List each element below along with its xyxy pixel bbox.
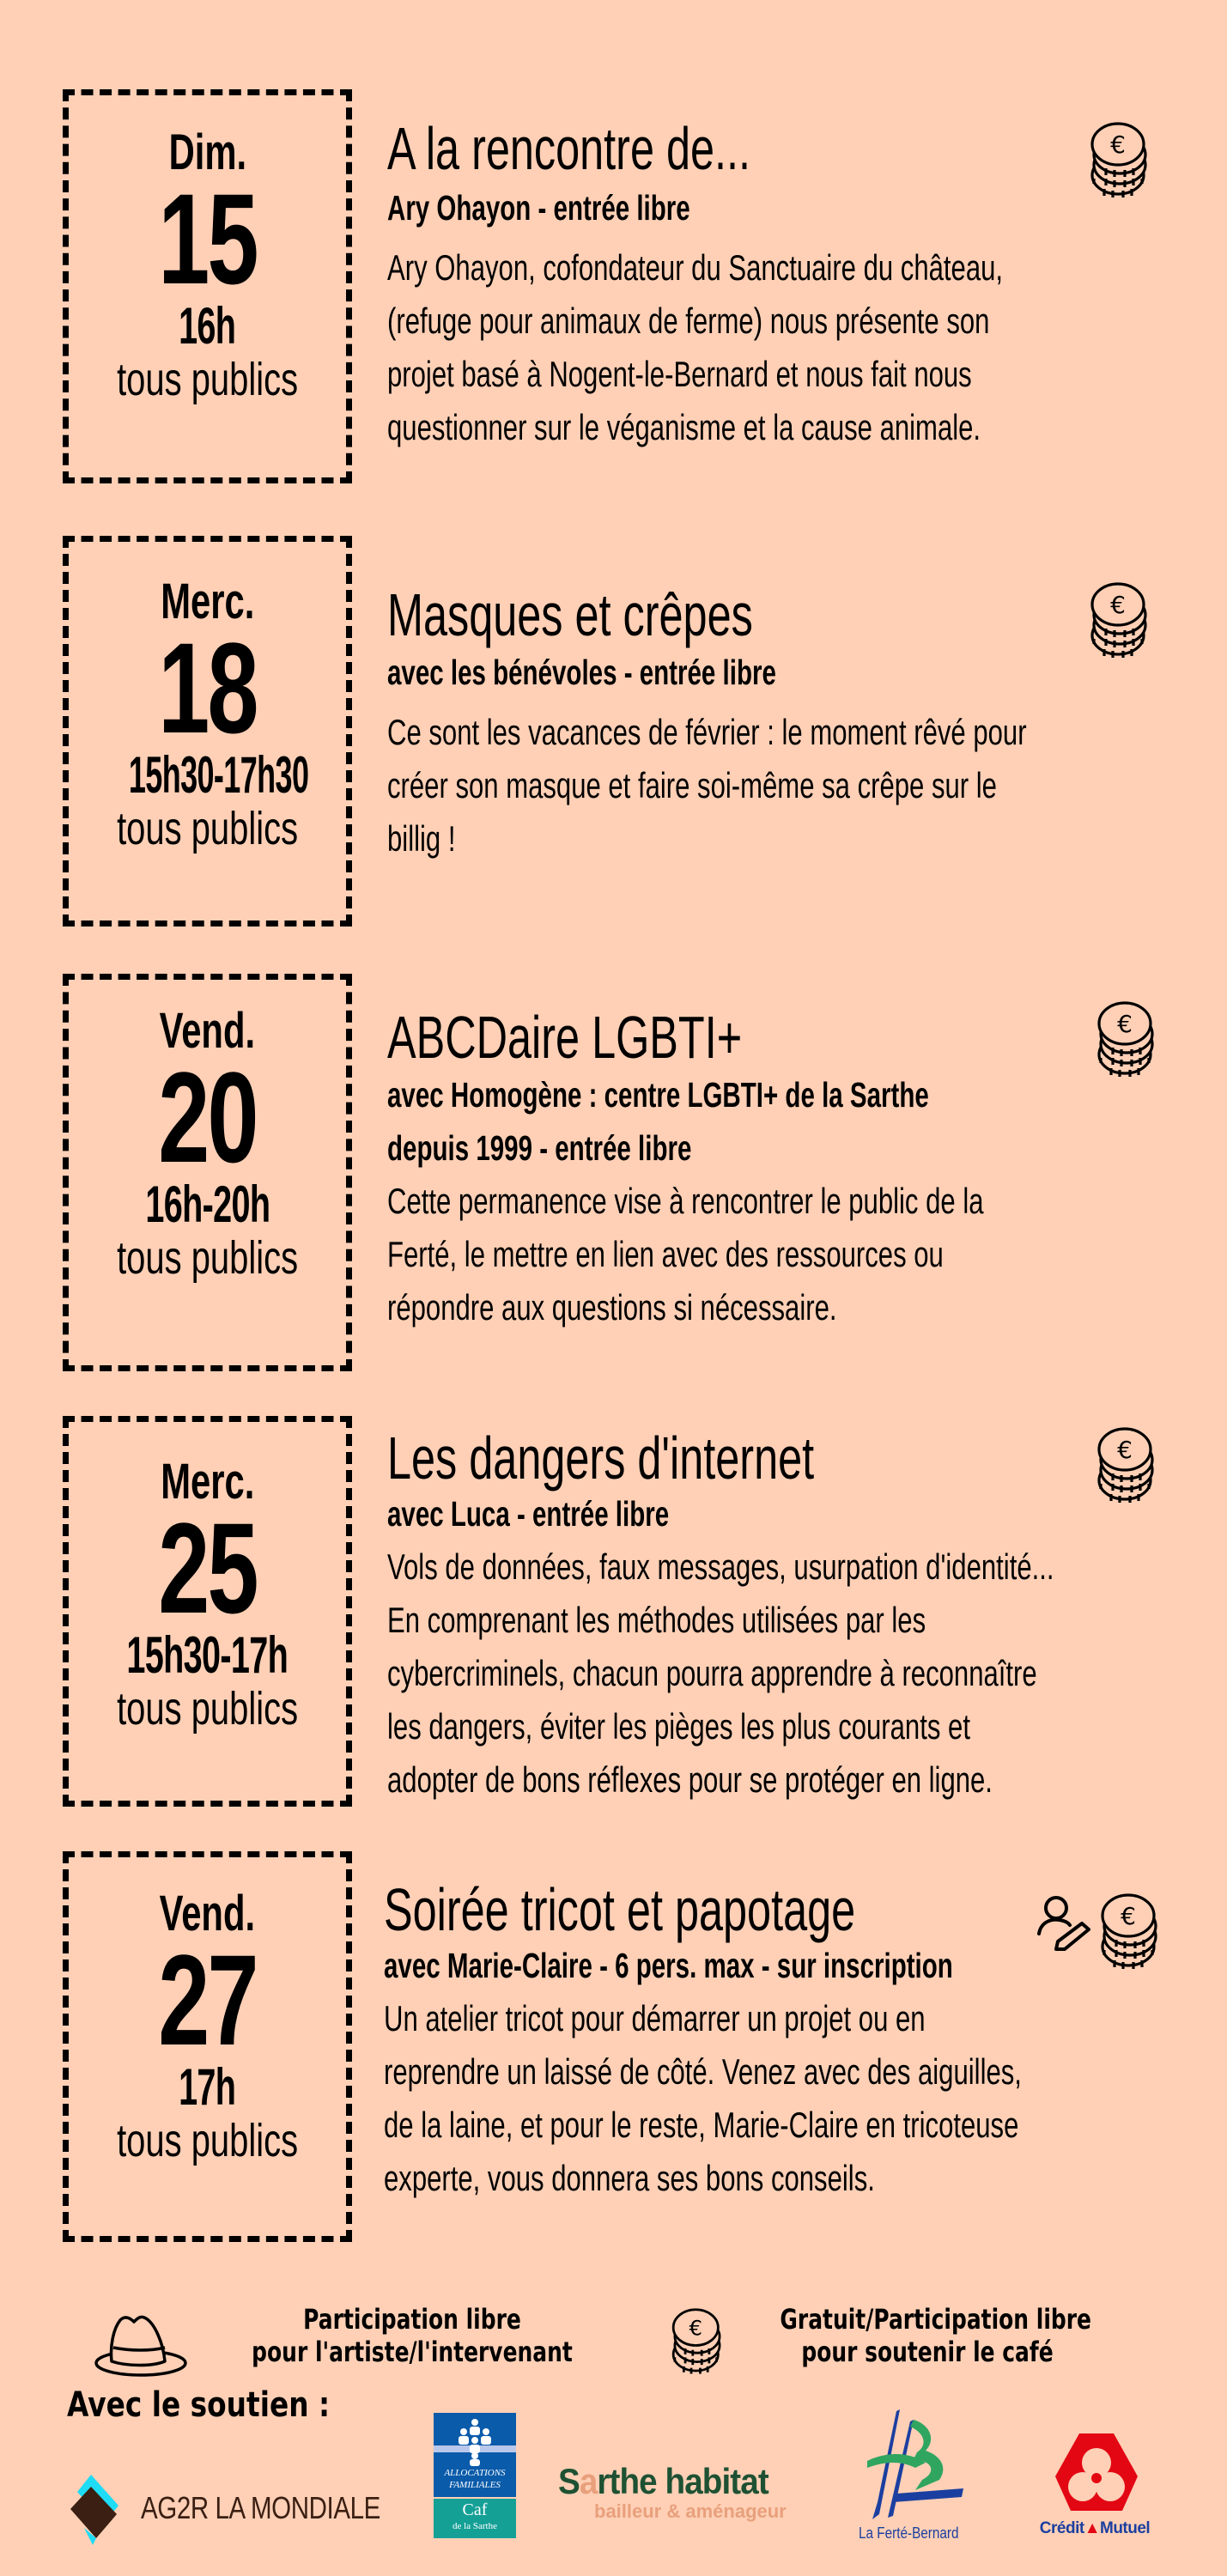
ferte-mark-icon	[862, 2408, 965, 2521]
credit-mutuel-small-mark-icon: ▲	[1084, 2519, 1100, 2537]
description-line: Vols de données, faux messages, usurpation d'identité...	[387, 1546, 1054, 1587]
description-line: reprendre un laissé de côté. Venez avec des aiguilles,	[384, 2051, 1022, 2092]
event-description	[387, 706, 1200, 866]
description-line: créer son masque et faire soi-même sa crêpe sur le	[387, 765, 997, 805]
event-date: 18	[158, 616, 257, 760]
date-box	[63, 1416, 352, 1807]
event-subtitle: avec Luca - entrée libre	[387, 1494, 670, 1534]
date-box	[63, 536, 352, 927]
event-description	[384, 1992, 1197, 2205]
event-date: 27	[158, 1928, 257, 2072]
description-line: les dangers, éviter les pièges les plus courants et	[387, 1706, 970, 1747]
event-description	[387, 1175, 1200, 1334]
legend	[0, 2284, 1227, 2379]
ag2r-logo: AG2R LA MONDIALE	[67, 2471, 393, 2549]
event-date: 15	[158, 167, 257, 311]
description-line: cybercriminels, chacun pourra apprendre à reconnaître	[387, 1653, 1037, 1693]
event-time: 17h	[179, 2058, 236, 2116]
date-box	[63, 974, 352, 1371]
description-line: (refuge pour animaux de ferme) nous présente son	[387, 301, 990, 341]
event-day: Vend.	[159, 1003, 256, 1059]
coins-euro-icon	[1096, 1427, 1157, 1506]
sarthe-habitat-logo: Sarthe habitat bailleur & aménageur	[558, 2461, 787, 2522]
event-day: Vend.	[159, 1886, 256, 1941]
hat-icon	[93, 2312, 189, 2379]
event-day: Merc.	[160, 574, 255, 629]
caf-figures-icon	[456, 2418, 494, 2466]
coins-euro-icon	[1089, 582, 1151, 661]
event-subtitle: avec Marie-Claire - 6 pers. max - sur inscription	[384, 1946, 953, 1985]
date-box	[63, 89, 352, 483]
ag2r-mark-icon	[67, 2471, 129, 2549]
event-subtitle: Ary Ohayon - entrée libre	[387, 188, 690, 228]
event-description	[387, 241, 1200, 454]
event-audience: tous publics	[116, 354, 299, 405]
event-subtitle: avec Homogène : centre LGBTI+ de la Sarthe	[387, 1075, 929, 1115]
caf-logo: ALLOCATIONS FAMILIALES Caf de la Sarthe	[434, 2413, 516, 2538]
event-subtitle: avec les bénévoles - entrée libre	[387, 653, 776, 692]
event-title: Les dangers d'internet	[387, 1425, 815, 1492]
description-line: Un atelier tricot pour démarrer un projet ou en	[384, 1998, 926, 2038]
event-subtitle: depuis 1999 - entrée libre	[387, 1128, 692, 1168]
description-line: Ferté, le mettre en lien avec des ressources ou	[387, 1234, 944, 1274]
credit-mutuel-logo: Crédit▲Mutuel	[1035, 2430, 1155, 2542]
coins-euro-icon	[670, 2308, 725, 2377]
description-line: de la laine, et pour le reste, Marie-Claire en tricoteuse	[384, 2105, 1019, 2145]
event-date: 20	[158, 1045, 257, 1189]
description-line: Ce sont les vacances de février : le moment rêvé pour	[387, 712, 1027, 752]
legend-coins-text: Gratuit/Participation libre pour soutenir le café	[780, 2303, 1091, 2368]
event-time: 16h-20h	[144, 1176, 270, 1233]
coins-euro-icon	[1096, 1001, 1157, 1080]
description-line: Ary Ohayon, cofondateur du Sanctuaire du château,	[387, 247, 1004, 288]
event-title: ABCDaire LGBTI+	[387, 1004, 743, 1071]
legend-hat-text: Participation libre pour l'artiste/l'intervenant	[252, 2303, 573, 2368]
event-time: 16h	[179, 297, 236, 355]
description-line: questionner sur le véganisme et la cause animale.	[387, 407, 981, 447]
event-time: 15h30-17h	[126, 1626, 289, 1684]
event-audience: tous publics	[116, 1232, 299, 1284]
event-title: Masques et crêpes	[387, 581, 753, 648]
description-line: projet basé à Nogent-le-Bernard et nous fait nous	[387, 354, 972, 394]
description-line: experte, vous donnera ses bons conseils.	[384, 2158, 875, 2198]
description-line: Cette permanence vise à rencontrer le public de la	[387, 1181, 984, 1221]
event-audience: tous publics	[116, 1683, 299, 1735]
event-day: Dim.	[168, 125, 246, 180]
date-box	[63, 1851, 352, 2242]
credit-mutuel-mark-icon	[1054, 2430, 1139, 2516]
event-date: 25	[158, 1496, 257, 1640]
description-line: billig !	[387, 818, 456, 859]
user-edit-icon	[1037, 1894, 1092, 1951]
description-line: répondre aux questions si nécessaire.	[387, 1287, 837, 1327]
support-title: Avec le soutien :	[67, 2385, 331, 2425]
event-time: 15h30-17h30	[128, 746, 309, 804]
description-line: adopter de bons réflexes pour se protéger en ligne.	[387, 1759, 993, 1800]
coins-euro-icon	[1099, 1893, 1161, 1972]
event-description	[387, 1540, 1200, 1807]
event-title: Soirée tricot et papotage	[384, 1876, 856, 1943]
event-day: Merc.	[160, 1454, 255, 1510]
event-audience: tous publics	[116, 2115, 299, 2166]
event-audience: tous publics	[116, 803, 299, 854]
la-ferte-bernard-logo: La Ferté-Bernard	[859, 2408, 970, 2545]
coins-euro-icon	[1089, 122, 1151, 201]
event-title: A la rencontre de...	[387, 115, 751, 182]
description-line: En comprenant les méthodes utilisées par les	[387, 1600, 926, 1640]
